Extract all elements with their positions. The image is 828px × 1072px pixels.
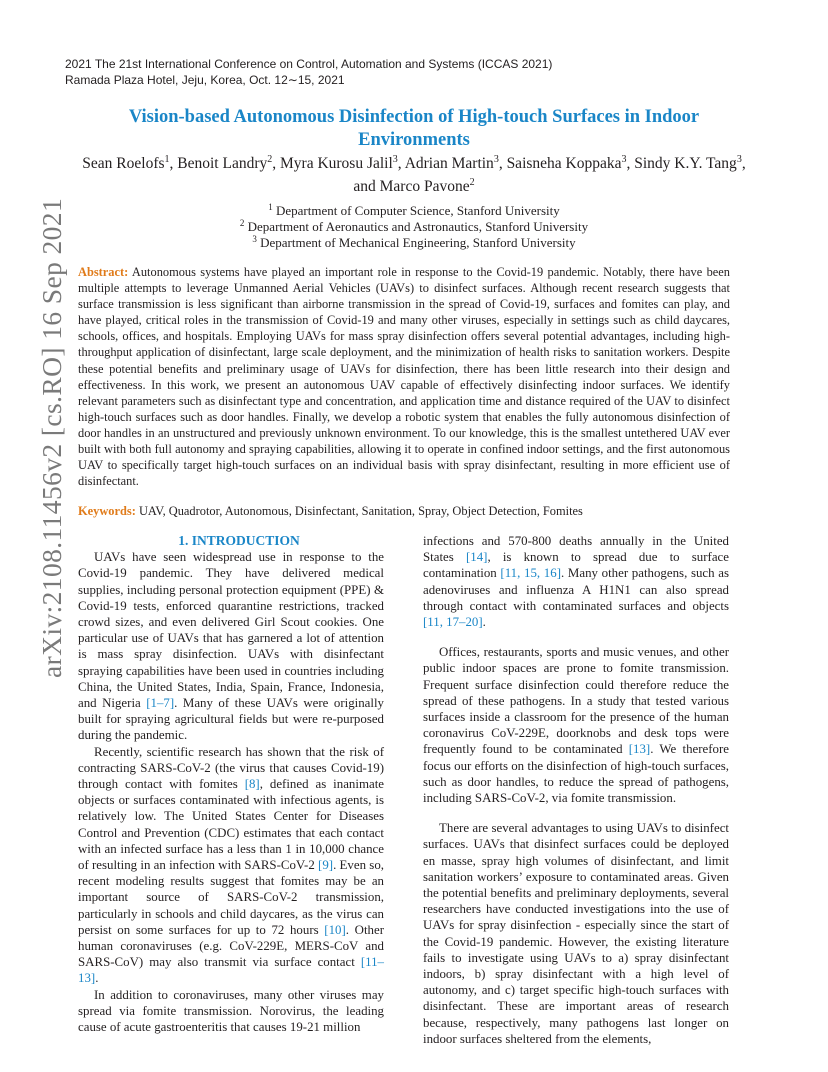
conference-header — [65, 56, 765, 88]
paragraph-text: Offices, restaurants, sports and music venues, and other public indoor spaces are prone to fomite transmission. Frequent surface disinfection could therefore reduce the spread of these pathogens. In a study that tested various surfaces inside a classroom for the presence of the human coronavirus CoV-229E, doorknobs and desk tops were frequently found to be contaminated — [423, 645, 729, 757]
paragraph — [423, 644, 729, 806]
author-affil-mark: 2 — [469, 177, 475, 188]
paragraph: There are several advantages to using UAVs to disinfect surfaces. UAVs that disinfect surfaces could be deployed en masse, spray high volumes of disinfectant, and limit sanitation workers’ exposure to contaminated areas. Given the potential benefits and preliminary deployments, several researchers have conducted investigations into the use of UAVs for spray disinfection - especially since the start of the Covid-19 pandemic. However, the existing literature fails to investigate using UAVs to a) spray disinfectant indoors, b) spray disinfectant with a high level of autonomy, and c) target specific high-touch surfaces with disinfectant. These are important areas of research because, respectively, many pathogens last longer on indoor surfaces sheltered from the elements, — [423, 821, 729, 1046]
keywords-label: Keywords: — [78, 504, 136, 518]
author-affil-mark: 2 — [267, 154, 273, 165]
citation-link[interactable]: [8] — [244, 777, 260, 792]
affiliation-text: Department of Aeronautics and Astronautics, Stanford University — [247, 219, 589, 234]
affiliation-text: Department of Mechanical Engineering, Stanford University — [260, 235, 576, 250]
paragraph: In addition to coronaviruses, many other viruses may spread via fomite transmission. Norovirus, the leading cause of acute gastroenteritis that causes 19-21 million — [78, 987, 384, 1035]
citation-link[interactable]: [13] — [628, 742, 651, 757]
affiliation-mark: 3 — [252, 234, 257, 244]
right-column — [423, 533, 729, 1047]
paragraph-text: , defined as inanimate objects or surfaces contaminated with infectious agents, is relatively low. The United States Center for Diseases Control and Prevention (CDC) estimates that each contact with an infected surface has a less than 1 in 10,000 chance of resulting in an infection with SARS-CoV-2 — [78, 777, 384, 873]
citation-link[interactable]: [11–13] — [78, 955, 384, 986]
affiliation — [120, 203, 708, 219]
author-name: Myra Kurosu Jalil — [280, 155, 393, 172]
author-list: Sean Roelofs$^1$, Benoit Landry$^2$, Myra Kurosu Jalil$^3$, Adrian Martin$^3$, Saisneha Koppaka$^3$, Sindy K.Y. Tang$^3$, and Marco Pavone$^2$ — [82, 154, 746, 195]
paragraph-text: . Other human coronaviruses (e.g. CoV-229E, MERS-CoV and SARS-CoV) may also transmit via surface contact — [78, 922, 385, 970]
paragraph-text: . We therefore focus our efforts on the disinfection of high-touch surfaces, such as door handles, to reduce the spread of pathogens, including SARS-CoV-2, via fomite transmission. — [423, 742, 729, 806]
citation-link[interactable]: [11, 17–20] — [423, 615, 483, 630]
citation-link[interactable]: [14] — [465, 550, 488, 565]
conference-name: 2021 The 21st International Conference on Control, Automation and Systems (ICCAS 2021) — [65, 57, 553, 71]
citation-link[interactable]: [10] — [324, 922, 346, 937]
author-name: Marco Pavone — [379, 178, 470, 195]
section-heading: 1. INTRODUCTION — [178, 533, 300, 548]
author-affil-mark: 3 — [493, 154, 499, 165]
keywords-text: UAV, Quadrotor, Autonomous, Disinfectant, Sanitation, Spray, Object Detection, Fomites — [138, 504, 583, 518]
author-affil-mark: 3 — [621, 154, 627, 165]
affiliations — [120, 203, 708, 251]
affiliation — [120, 235, 708, 251]
abstract-label: Abstract: — [78, 265, 129, 279]
paragraph-text: . Many other pathogens, such as adenoviruses and influenza A H1N1 can also spread through contact with contaminated surfaces and objects — [423, 566, 729, 613]
citation-link[interactable]: [1–7] — [146, 696, 175, 711]
citation-link[interactable]: [9] — [318, 858, 334, 873]
author-affil-mark: 1 — [164, 154, 170, 165]
paragraph — [78, 744, 384, 987]
left-column — [78, 533, 384, 1035]
author-affil-mark: 3 — [392, 154, 398, 165]
abstract-text: Autonomous systems have played an important role in response to the Covid-19 pandemic. Notably, there have been multiple attempts to leverage Unmanned Aerial Vehicles (UAVs) to disinfect surfaces. Although recent research suggests that surface transmission is less significant than airborne transmission in the spread of Covid-19, surfaces and fomites can play, and have played, critical roles in the transmission of Covid-19 and many other viruses, especially in settings such as child daycares, schools, offices, and hospitals. Employing UAVs for mass spray disinfection offers several potential advantages, including high-throughput application of disinfectant, large scale deployment, and the minimization of health risks to sanitation workers. Despite these potential benefits and preliminary usage of UAVs for disinfection, there has been little research into their design and effectiveness. In this work, we present an autonomous UAV capable of effectively disinfecting indoor surfaces. We identify relevant parameters such as disinfectant type and concentration, and application time and distance required of the UAV to disinfect high-touch surfaces such as door handles. Finally, we develop a robotic system that enables the fully autonomous disinfection of door handles in an unstructured and previously unknown environment. To our knowledge, this is the smallest untethered UAV ever built with both full autonomy and spraying capabilities, allowing it to operate in confined indoor settings, and the first autonomous UAV to specifically target high-touch surfaces on an individual basis with spray disinfectant, resulting in more efficient use of disinfectant. — [78, 265, 730, 489]
keywords — [78, 503, 730, 519]
author-affil-mark: 3 — [736, 154, 742, 165]
paragraph-text: Recently, scientific research has shown that the risk of contracting SARS-CoV-2 (the virus that causes Covid-19) through contact with fomites — [78, 744, 384, 792]
citation-link[interactable]: [11, 15, 16] — [500, 566, 561, 581]
author-name: Sean Roelofs — [82, 155, 165, 172]
paragraph-text: , is known to spread due to surface contamination — [423, 550, 729, 581]
affiliation — [120, 219, 708, 235]
author-name: Benoit Landry — [177, 155, 268, 172]
paragraph-text: . — [482, 615, 486, 630]
paper-title: Vision-based Autonomous Disinfection of High-touch Surfaces in Indoor Environments — [128, 107, 700, 150]
author-name: Saisneha Koppaka — [506, 155, 622, 172]
affiliation-text: Department of Computer Science, Stanford University — [275, 203, 560, 218]
conference-location: Ramada Plaza Hotel, Jeju, Korea, Oct. 12∼15, 2021 — [65, 73, 345, 87]
paragraph-text: . Many of these UAVs were originally built for spraying agricultural fields but were re-purposed during the pandemic. — [78, 696, 384, 743]
paragraph-text: UAVs have seen widespread use in response to the Covid-19 pandemic. They have delivered medical supplies, including personal protection equipment (PPE) & Covid-19 tests, enforced quarantine restrictions, tracked crowd sizes, and even delivered Girl Scout cookies. One particular use of UAVs that has garnered a lot of attention is mass spray disinfection. UAVs with disinfectant spraying capabilities have been used in countries including China, the United States, India, Spain, France, Indonesia, and Nigeria — [78, 550, 384, 711]
abstract — [78, 264, 730, 489]
paragraph — [78, 549, 384, 743]
author-name: Adrian Martin — [404, 155, 494, 172]
arxiv-stamp: arXiv:2108.11456v2 [cs.RO] 16 Sep 2021 — [36, 197, 67, 678]
author-name: Sindy K.Y. Tang — [634, 155, 737, 172]
paragraph-text: . — [95, 971, 99, 986]
paragraph-text: . Even so, recent modeling results suggest that fomites may be an important source of SARS-CoV-2 transmission, particularly in schools and child daycares, as the virus can persist on some surfaces for up to 72 hours — [78, 858, 384, 937]
affiliation-mark: 2 — [239, 218, 245, 228]
affiliation-mark: 1 — [268, 202, 273, 212]
paragraph — [423, 533, 729, 630]
paragraph-text: infections and 570-800 deaths annually in the United States — [423, 534, 729, 565]
